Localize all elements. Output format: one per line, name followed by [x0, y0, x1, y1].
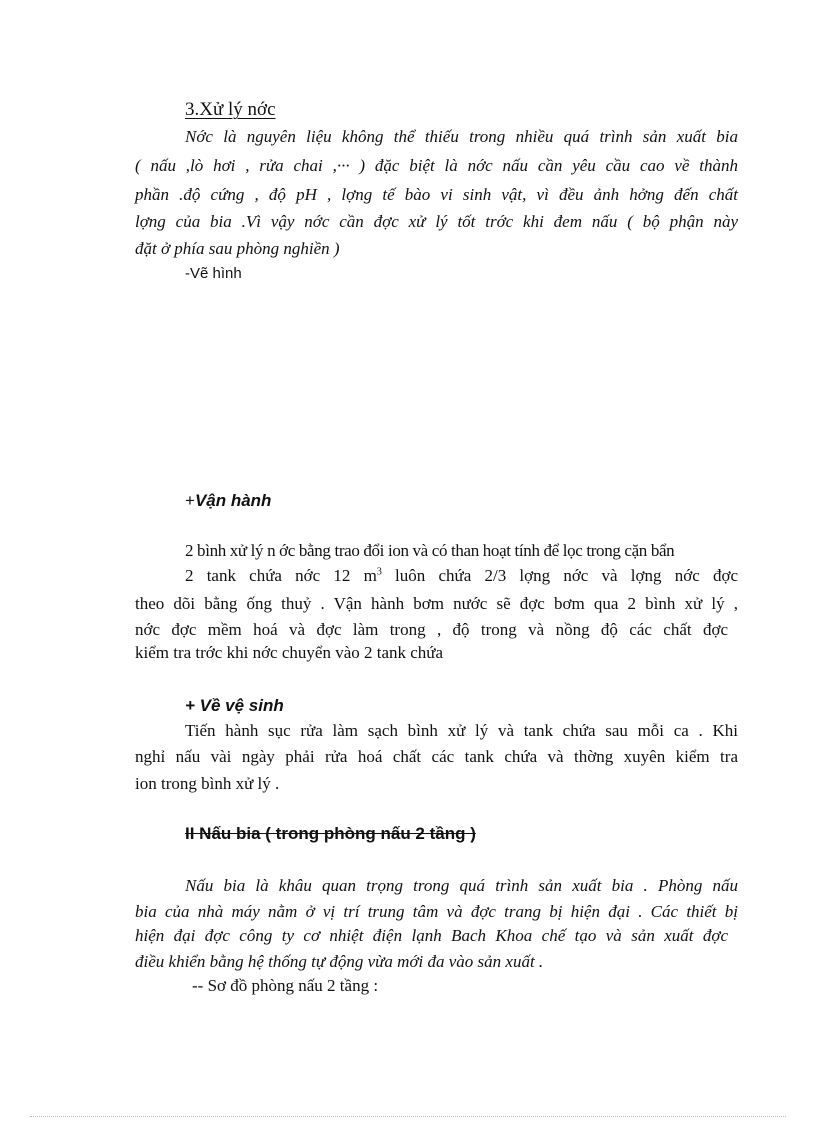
hygiene-heading [185, 696, 284, 716]
section-3-para-line-4: lợng của bia .Vì vậy nớc cần đợc xử lý tốt trớc khi đem nấu ( bộ phận này [135, 212, 738, 231]
hygiene-para-line-1: Tiến hành sục rửa làm sạch bình xử lý và tank chứa sau mỗi ca . Khi [185, 721, 738, 740]
page-bottom-rule [30, 1116, 786, 1117]
operation-line-2-post: luôn chứa 2/3 lợng nớc và lợng nớc đợc [381, 566, 738, 585]
hygiene-para-line-2: nghỉ nấu vài ngày phải rửa hoá chất các tank chứa và thờng xuyên kiểm tra [135, 747, 738, 766]
operation-para-line-2: nớc đợc mềm hoá và đợc làm trong , độ trong và nồng độ các chất đợc [135, 620, 728, 639]
operation-line-1: 2 bình xử lý n ớc bằng trao đổi ion và có than hoạt tính để lọc trong cặn bẩn [185, 541, 675, 560]
operation-para-line-1: theo dõi bằng ống thuỷ . Vận hành bơm nước sẽ đợc bơm qua 2 bình xử lý , [135, 594, 738, 613]
hygiene-para-line-3: ion trong bình xử lý . [135, 774, 280, 793]
section-2-para-line-4: điều khiển bằng hệ thống tự động vừa mới đa vào sản xuất . [135, 952, 544, 971]
cubic-superscript: 3 [376, 566, 382, 578]
section-3-heading: 3.Xử lý nớc [185, 99, 276, 120]
section-2-para-line-1: Nấu bia là khâu quan trọng trong quá trình sản xuất bia . Phòng nấu [185, 876, 738, 895]
operation-heading-text: Vận hành [194, 491, 272, 510]
section-3-para-line-5: đặt ở phía sau phòng nghiền ) [135, 239, 340, 258]
section-3-para-line-1: Nớc là nguyên liệu không thể thiếu trong nhiều quá trình sản xuất bia [185, 127, 738, 146]
section-2-para-line-3: hiện đại đợc công ty cơ nhiệt điện lạnh Bach Khoa chế tạo và sản xuất đợc [135, 926, 728, 945]
figure-note: -Vẽ hình [185, 265, 242, 282]
section-2-heading: II Nấu bia ( trong phòng nấu 2 tầng ) [185, 824, 476, 843]
operation-heading-plus: + [185, 491, 195, 510]
hygiene-heading-text: + Về vệ sinh [185, 696, 284, 715]
diagram-note: -- Sơ đồ phòng nấu 2 tầng : [192, 976, 379, 995]
section-3-para-line-3: phần .độ cứng , độ pH , lợng tế bào vi sinh vật, vì đều ảnh hởng đến chất [135, 185, 738, 204]
operation-heading [185, 491, 271, 511]
operation-line-2-pre: 2 tank chứa nớc 12 m [185, 566, 377, 585]
section-3-para-line-2: ( nấu ,lò hơi , rửa chai ,··· ) đặc biệt là nớc nấu cần yêu cầu cao về thành [135, 156, 738, 175]
section-2-para-line-2: bia của nhà máy nằm ở vị trí trung tâm và đợc trang bị hiện đại . Các thiết bị [135, 902, 738, 921]
operation-line-2 [185, 563, 738, 589]
operation-para-line-3: kiểm tra trớc khi nớc chuyển vào 2 tank chứa [135, 643, 444, 662]
